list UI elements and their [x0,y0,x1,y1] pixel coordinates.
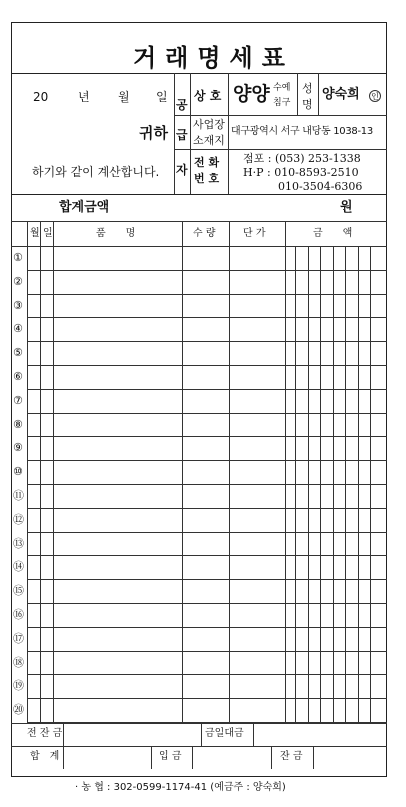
footer-same-day: 금일대금 [205,728,244,739]
seal-mark: 인 [369,90,381,102]
col-month: 월 [30,228,40,239]
row-number: ① [13,251,23,264]
amount-digit-line [370,246,371,722]
row-number: ⑤ [13,346,23,360]
supplier-side-label-3: 자 [176,163,188,177]
document-title: 거래명세표 [133,43,294,72]
supplier-phone-store: 점포 : (053) 253-1338 [243,152,361,165]
amount-digit-line [358,246,359,722]
col-price: 단 가 [243,228,266,239]
footer-balance: 잔 금 [280,751,303,762]
total-amount-unit: 원 [340,200,353,215]
supplier-phone-hp-2: 010-3504-6306 [278,180,363,193]
column-line [229,221,230,722]
supplier-name-note-1: 수예 [273,83,291,93]
supplier-name-label: 상 호 [194,89,222,103]
recipient-suffix: 귀하 [139,124,168,142]
row-number: ⑯ [13,608,24,621]
row-number: ⑮ [13,584,24,598]
supplier-name-note-2: 침구 [273,98,291,108]
supplier-phone-label-1: 전 화 [194,156,220,169]
amount-digit-line [333,246,334,722]
amount-digit-line [320,246,321,722]
supplier-owner-label-2: 명 [302,98,313,111]
row-number: ⑪ [13,489,24,502]
date-month: 월 [118,90,130,104]
footer-deposit: 입 금 [159,751,182,762]
row-number: ② [13,274,23,288]
amount-digit-line [295,246,296,722]
date-day: 일 [156,90,168,104]
col-qty: 수 량 [193,228,216,239]
footer-sum: 합 계 [30,751,60,762]
row-number: ⑱ [13,655,24,669]
row-number: ⑬ [13,536,24,550]
supplier-address: 대구광역시 서구 내당동 1038-13 [231,126,373,137]
column-line [53,221,54,722]
row-number: ⑦ [13,393,23,407]
amount-digit-line [308,246,309,722]
row-number: ⑥ [13,370,23,383]
supplier-owner: 양숙희 [322,87,360,102]
row-number: ③ [13,298,23,312]
row-number: ⑭ [13,560,24,574]
row-number: ⑳ [13,703,24,717]
row-number: ⑲ [13,679,24,693]
row-number: ⑧ [13,417,23,431]
bank-account-line: · 농 협 : 302-0599-1174-41 (예금주 : 양숙희) [75,782,286,793]
supplier-owner-label-1: 성 [302,82,313,95]
statement-text: 하기와 같이 계산합니다. [32,165,160,179]
column-line [27,221,28,722]
supplier-side-label-1: 공 [176,98,188,112]
column-line [40,221,41,722]
row-number: ⑨ [13,441,23,455]
date-year-prefix: 20 [33,90,49,104]
col-amount: 금 액 [313,228,353,239]
row-number: ⑩ [13,465,23,479]
supplier-name: 양양 [233,83,270,105]
supplier-phone-hp-1: H·P : 010-8593-2510 [243,166,359,179]
supplier-address-label-1: 사업장 [193,118,225,131]
column-line [285,221,286,722]
col-item: 품 명 [96,228,136,239]
date-year: 년 [78,90,90,104]
row-number: ④ [13,322,23,336]
footer-prev-balance: 전 잔 금 [27,728,63,739]
column-line [182,221,183,722]
row-number: ⑫ [13,512,24,526]
total-amount-label: 합계금액 [59,200,110,215]
supplier-address-label-2: 소재지 [193,134,225,147]
row-number: ⑰ [13,631,24,645]
amount-digit-line [345,246,346,722]
supplier-phone-label-2: 번 호 [194,172,220,185]
col-day: 일 [43,228,53,239]
supplier-side-label-2: 급 [176,128,188,142]
